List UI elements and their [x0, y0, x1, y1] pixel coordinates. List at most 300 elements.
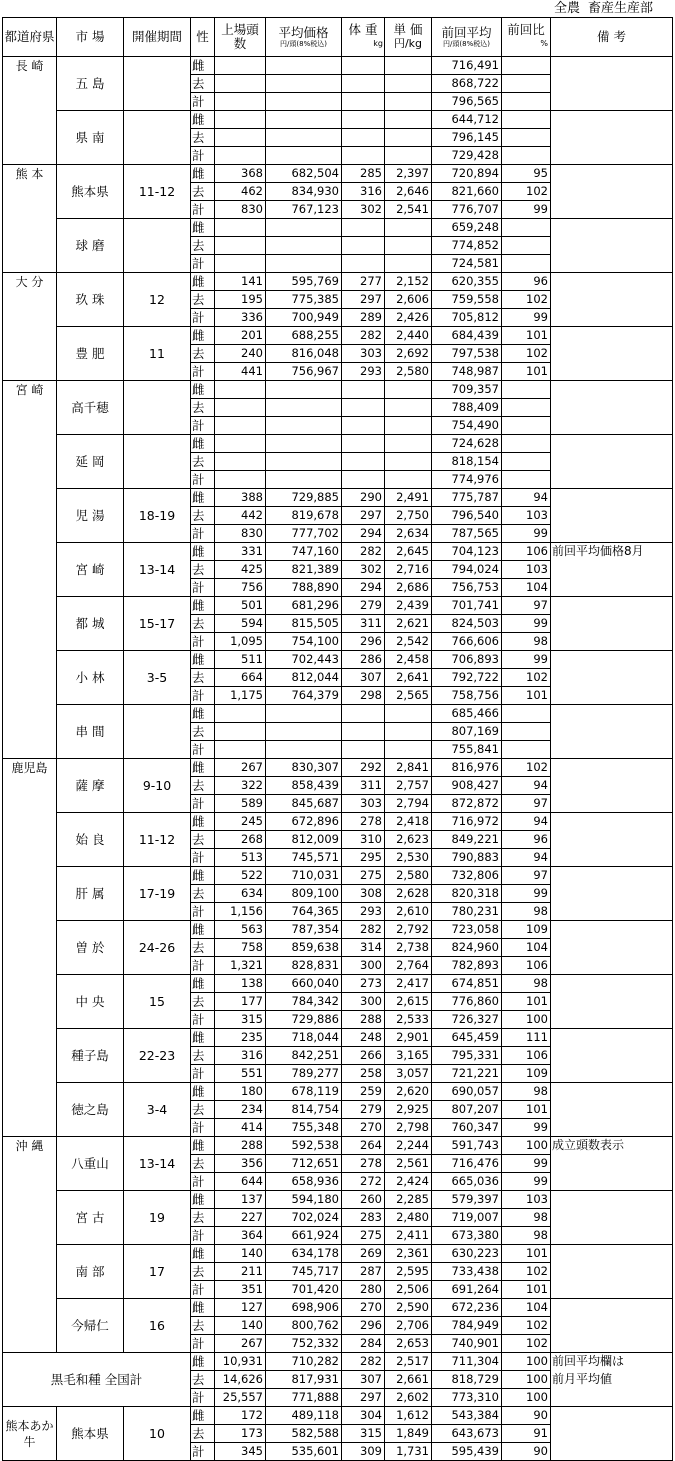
avg-price-cell: 700,949 — [266, 309, 342, 327]
unit-price-cell: 2,517 — [385, 1353, 432, 1371]
sex-cell: 去 — [191, 183, 215, 201]
unit-price-cell: 1,612 — [385, 1407, 432, 1425]
heads-cell: 756 — [215, 579, 266, 597]
unit-price-cell: 2,439 — [385, 597, 432, 615]
prev-avg-cell: 644,712 — [432, 111, 502, 129]
weight-cell: 311 — [342, 615, 385, 633]
avg-price-cell: 702,443 — [266, 651, 342, 669]
period-cell: 11-12 — [124, 813, 191, 867]
heads-cell: 830 — [215, 525, 266, 543]
market-cell: 熊本県 — [57, 1407, 124, 1461]
market-cell: 八重山 — [57, 1137, 124, 1191]
avg-price-cell: 745,571 — [266, 849, 342, 867]
avg-price-cell — [266, 741, 342, 759]
weight-cell: 295 — [342, 849, 385, 867]
sex-cell: 計 — [191, 147, 215, 165]
note-cell — [551, 507, 673, 525]
heads-cell: 25,557 — [215, 1389, 266, 1407]
unit-price-cell: 2,706 — [385, 1317, 432, 1335]
avg-price-cell: 595,769 — [266, 273, 342, 291]
unit-price-cell: 2,285 — [385, 1191, 432, 1209]
heads-cell: 368 — [215, 165, 266, 183]
avg-price-cell: 858,439 — [266, 777, 342, 795]
avg-price-cell: 594,180 — [266, 1191, 342, 1209]
note-cell — [551, 957, 673, 975]
unit-price-cell: 2,602 — [385, 1389, 432, 1407]
period-cell — [124, 57, 191, 111]
unit-price-cell: 2,621 — [385, 615, 432, 633]
note-cell — [551, 1281, 673, 1299]
market-cell: 都 城 — [57, 597, 124, 651]
heads-cell: 177 — [215, 993, 266, 1011]
prev-avg-cell: 620,355 — [432, 273, 502, 291]
avg-price-cell: 812,044 — [266, 669, 342, 687]
header-heads: 上場頭数 — [215, 18, 266, 57]
heads-cell: 501 — [215, 597, 266, 615]
table-row — [3, 921, 673, 939]
unit-price-cell — [385, 129, 432, 147]
weight-cell: 279 — [342, 1101, 385, 1119]
prev-avg-cell: 872,872 — [432, 795, 502, 813]
sex-cell: 計 — [191, 201, 215, 219]
sex-cell: 去 — [191, 885, 215, 903]
heads-cell: 173 — [215, 1425, 266, 1443]
weight-cell: 314 — [342, 939, 385, 957]
market-cell: 薩 摩 — [57, 759, 124, 813]
avg-price-cell: 789,277 — [266, 1065, 342, 1083]
weight-cell: 302 — [342, 561, 385, 579]
ratio-cell: 109 — [502, 1065, 551, 1083]
ratio-cell: 102 — [502, 183, 551, 201]
weight-cell: 264 — [342, 1137, 385, 1155]
heads-cell: 441 — [215, 363, 266, 381]
sex-cell: 雌 — [191, 921, 215, 939]
sex-cell: 計 — [191, 1119, 215, 1137]
unit-price-cell: 2,653 — [385, 1335, 432, 1353]
weight-cell: 315 — [342, 1425, 385, 1443]
header-prev-label: 前回平均 — [441, 24, 492, 40]
avg-price-cell: 682,504 — [266, 165, 342, 183]
heads-cell — [215, 381, 266, 399]
org-dept: 畜産生産部 — [587, 1, 653, 16]
prev-avg-cell: 643,673 — [432, 1425, 502, 1443]
period-cell — [124, 435, 191, 489]
note-cell — [551, 687, 673, 705]
table-row — [3, 1407, 673, 1425]
heads-cell: 288 — [215, 1137, 266, 1155]
note-cell — [551, 1227, 673, 1245]
unit-price-cell: 2,541 — [385, 201, 432, 219]
note-cell — [551, 831, 673, 849]
ratio-cell: 91 — [502, 1425, 551, 1443]
prev-avg-cell: 774,976 — [432, 471, 502, 489]
sex-cell: 計 — [191, 417, 215, 435]
weight-cell: 292 — [342, 759, 385, 777]
auction-results-table — [2, 17, 673, 1461]
weight-cell: 275 — [342, 1227, 385, 1245]
ratio-cell — [502, 147, 551, 165]
unit-price-cell: 2,480 — [385, 1209, 432, 1227]
weight-cell: 259 — [342, 1083, 385, 1101]
prev-avg-cell: 776,707 — [432, 201, 502, 219]
sex-cell: 雌 — [191, 975, 215, 993]
weight-cell: 288 — [342, 1011, 385, 1029]
heads-cell — [215, 111, 266, 129]
avg-price-cell: 698,906 — [266, 1299, 342, 1317]
avg-price-cell — [266, 147, 342, 165]
period-cell: 18-19 — [124, 489, 191, 543]
avg-price-cell: 812,009 — [266, 831, 342, 849]
avg-price-cell: 710,031 — [266, 867, 342, 885]
prev-avg-cell: 711,304 — [432, 1353, 502, 1371]
prev-avg-cell: 721,221 — [432, 1065, 502, 1083]
unit-price-cell: 2,757 — [385, 777, 432, 795]
heads-cell: 10,931 — [215, 1353, 266, 1371]
heads-cell: 234 — [215, 1101, 266, 1119]
unit-price-cell: 3,165 — [385, 1047, 432, 1065]
note-cell — [551, 561, 673, 579]
ratio-cell — [502, 453, 551, 471]
avg-price-cell: 755,348 — [266, 1119, 342, 1137]
weight-cell: 294 — [342, 525, 385, 543]
avg-price-cell — [266, 75, 342, 93]
ratio-cell: 102 — [502, 291, 551, 309]
heads-cell: 594 — [215, 615, 266, 633]
weight-cell: 272 — [342, 1173, 385, 1191]
unit-price-cell: 2,623 — [385, 831, 432, 849]
heads-cell: 1,321 — [215, 957, 266, 975]
sex-cell: 去 — [191, 399, 215, 417]
ratio-cell: 102 — [502, 1335, 551, 1353]
header-note: 備 考 — [551, 18, 673, 57]
market-cell: 延 岡 — [57, 435, 124, 489]
note-cell — [551, 633, 673, 651]
period-cell: 13-14 — [124, 543, 191, 597]
avg-price-cell — [266, 93, 342, 111]
ratio-cell: 94 — [502, 849, 551, 867]
note-cell — [551, 1443, 673, 1461]
prev-avg-cell: 705,812 — [432, 309, 502, 327]
prev-avg-cell: 732,806 — [432, 867, 502, 885]
prev-avg-cell: 796,540 — [432, 507, 502, 525]
avg-price-cell: 764,379 — [266, 687, 342, 705]
note-cell — [551, 1407, 673, 1425]
sex-cell: 雌 — [191, 381, 215, 399]
heads-cell — [215, 93, 266, 111]
header-avg-unit: 円/頭(8%税込) — [280, 39, 327, 48]
note-cell — [551, 1209, 673, 1227]
weight-cell: 304 — [342, 1407, 385, 1425]
ratio-cell: 102 — [502, 669, 551, 687]
heads-cell — [215, 147, 266, 165]
note-cell — [551, 471, 673, 489]
unit-price-cell: 2,580 — [385, 363, 432, 381]
avg-price-cell: 775,385 — [266, 291, 342, 309]
market-cell: 曽 於 — [57, 921, 124, 975]
prefecture-cell: 長 崎 — [3, 57, 57, 165]
ratio-cell: 97 — [502, 867, 551, 885]
avg-price-cell — [266, 471, 342, 489]
ratio-cell: 101 — [502, 1245, 551, 1263]
unit-price-cell: 2,620 — [385, 1083, 432, 1101]
avg-price-cell: 752,332 — [266, 1335, 342, 1353]
table-row — [3, 813, 673, 831]
avg-price-cell: 816,048 — [266, 345, 342, 363]
sex-cell: 計 — [191, 795, 215, 813]
weight-cell — [342, 417, 385, 435]
prev-avg-cell: 716,491 — [432, 57, 502, 75]
sex-cell: 雌 — [191, 57, 215, 75]
sex-cell: 去 — [191, 993, 215, 1011]
prev-avg-cell: 579,397 — [432, 1191, 502, 1209]
note-cell — [551, 435, 673, 453]
note-cell — [551, 993, 673, 1011]
prev-avg-cell: 691,264 — [432, 1281, 502, 1299]
unit-price-cell — [385, 435, 432, 453]
heads-cell — [215, 219, 266, 237]
heads-cell: 414 — [215, 1119, 266, 1137]
weight-cell: 289 — [342, 309, 385, 327]
prev-avg-cell: 787,565 — [432, 525, 502, 543]
heads-cell: 180 — [215, 1083, 266, 1101]
prev-avg-cell: 748,987 — [432, 363, 502, 381]
weight-cell: 310 — [342, 831, 385, 849]
heads-cell: 211 — [215, 1263, 266, 1281]
unit-price-cell: 2,426 — [385, 309, 432, 327]
sex-cell: 計 — [191, 1443, 215, 1461]
heads-cell: 140 — [215, 1317, 266, 1335]
note-cell — [551, 939, 673, 957]
sex-cell: 雌 — [191, 759, 215, 777]
weight-cell: 286 — [342, 651, 385, 669]
market-cell: 県 南 — [57, 111, 124, 165]
ratio-cell: 101 — [502, 687, 551, 705]
unit-price-cell: 2,792 — [385, 921, 432, 939]
ratio-cell: 97 — [502, 795, 551, 813]
unit-price-cell — [385, 93, 432, 111]
note-cell — [551, 1425, 673, 1443]
header-avg-label: 平均価格 — [278, 24, 329, 40]
unit-price-cell: 2,595 — [385, 1263, 432, 1281]
avg-price-cell — [266, 381, 342, 399]
note-cell — [551, 1029, 673, 1047]
weight-cell: 270 — [342, 1299, 385, 1317]
sex-cell: 雌 — [191, 1407, 215, 1425]
prev-avg-cell: 755,841 — [432, 741, 502, 759]
note-cell — [551, 147, 673, 165]
prev-avg-cell: 719,007 — [432, 1209, 502, 1227]
weight-cell — [342, 453, 385, 471]
avg-price-cell: 777,702 — [266, 525, 342, 543]
market-cell: 徳之島 — [57, 1083, 124, 1137]
prefecture-cell: 鹿児島 — [3, 759, 57, 1137]
header-ratio — [502, 18, 551, 57]
sex-cell: 雌 — [191, 651, 215, 669]
weight-cell: 308 — [342, 885, 385, 903]
note-cell — [551, 1299, 673, 1317]
weight-cell: 266 — [342, 1047, 385, 1065]
prev-avg-cell: 908,427 — [432, 777, 502, 795]
note-cell — [551, 165, 673, 183]
note-cell — [551, 1173, 673, 1191]
prev-avg-cell: 754,490 — [432, 417, 502, 435]
period-cell: 17-19 — [124, 867, 191, 921]
prev-avg-cell: 756,753 — [432, 579, 502, 597]
unit-price-cell: 2,506 — [385, 1281, 432, 1299]
weight-cell: 275 — [342, 867, 385, 885]
sex-cell: 去 — [191, 453, 215, 471]
weight-cell: 282 — [342, 327, 385, 345]
prev-avg-cell: 716,972 — [432, 813, 502, 831]
table-row — [3, 597, 673, 615]
sex-cell: 雌 — [191, 219, 215, 237]
table-row — [3, 1029, 673, 1047]
sex-cell: 計 — [191, 309, 215, 327]
heads-cell — [215, 741, 266, 759]
unit-price-cell: 2,491 — [385, 489, 432, 507]
prev-avg-cell: 816,976 — [432, 759, 502, 777]
header-period: 開催期間 — [124, 18, 191, 57]
avg-price-cell — [266, 219, 342, 237]
avg-price-cell: 489,118 — [266, 1407, 342, 1425]
prev-avg-cell: 790,883 — [432, 849, 502, 867]
heads-cell: 551 — [215, 1065, 266, 1083]
ratio-cell: 98 — [502, 633, 551, 651]
note-cell — [551, 1047, 673, 1065]
table-row — [3, 1083, 673, 1101]
prev-avg-cell: 807,169 — [432, 723, 502, 741]
heads-cell — [215, 453, 266, 471]
unit-price-cell — [385, 147, 432, 165]
heads-cell: 364 — [215, 1227, 266, 1245]
ratio-cell — [502, 255, 551, 273]
sex-cell: 雌 — [191, 165, 215, 183]
weight-cell: 260 — [342, 1191, 385, 1209]
sex-cell: 去 — [191, 939, 215, 957]
sex-cell: 計 — [191, 93, 215, 111]
heads-cell: 235 — [215, 1029, 266, 1047]
sex-cell: 計 — [191, 579, 215, 597]
sex-cell: 去 — [191, 669, 215, 687]
prev-avg-cell: 794,024 — [432, 561, 502, 579]
table-row — [3, 327, 673, 345]
ratio-cell: 94 — [502, 777, 551, 795]
period-cell: 3-4 — [124, 1083, 191, 1137]
sex-cell: 計 — [191, 363, 215, 381]
prev-avg-cell: 774,852 — [432, 237, 502, 255]
note-cell — [551, 975, 673, 993]
ratio-cell: 103 — [502, 507, 551, 525]
sex-cell: 去 — [191, 507, 215, 525]
ratio-cell: 99 — [502, 615, 551, 633]
market-cell: 串 間 — [57, 705, 124, 759]
unit-price-cell: 2,417 — [385, 975, 432, 993]
weight-cell — [342, 435, 385, 453]
avg-price-cell: 660,040 — [266, 975, 342, 993]
heads-cell: 356 — [215, 1155, 266, 1173]
unit-price-cell: 2,641 — [385, 669, 432, 687]
ratio-cell: 90 — [502, 1407, 551, 1425]
sex-cell: 計 — [191, 525, 215, 543]
prev-avg-cell: 706,893 — [432, 651, 502, 669]
unit-price-cell: 2,764 — [385, 957, 432, 975]
market-cell: 豊 肥 — [57, 327, 124, 381]
unit-price-cell: 2,738 — [385, 939, 432, 957]
ratio-cell: 100 — [502, 1389, 551, 1407]
market-cell: 宮 古 — [57, 1191, 124, 1245]
ratio-cell: 90 — [502, 1443, 551, 1461]
ratio-cell: 106 — [502, 957, 551, 975]
sex-cell: 雌 — [191, 1083, 215, 1101]
sex-cell: 計 — [191, 255, 215, 273]
prev-avg-cell: 673,380 — [432, 1227, 502, 1245]
heads-cell: 388 — [215, 489, 266, 507]
note-cell — [551, 1155, 673, 1173]
weight-cell: 297 — [342, 291, 385, 309]
weight-cell: 290 — [342, 489, 385, 507]
prev-avg-cell: 868,722 — [432, 75, 502, 93]
avg-price-cell: 634,178 — [266, 1245, 342, 1263]
market-cell: 肝 属 — [57, 867, 124, 921]
avg-price-cell: 718,044 — [266, 1029, 342, 1047]
weight-cell: 303 — [342, 345, 385, 363]
ratio-cell: 100 — [502, 1353, 551, 1371]
header-weight-label: 体 重 — [348, 22, 378, 37]
avg-price-cell: 815,505 — [266, 615, 342, 633]
note-cell — [551, 417, 673, 435]
prev-avg-cell: 733,438 — [432, 1263, 502, 1281]
organization-header — [546, 0, 653, 17]
heads-cell: 140 — [215, 1245, 266, 1263]
prev-avg-cell: 792,722 — [432, 669, 502, 687]
header-weight-unit: kg — [373, 39, 383, 48]
period-cell: 19 — [124, 1191, 191, 1245]
prev-avg-cell: 795,331 — [432, 1047, 502, 1065]
ratio-cell — [502, 111, 551, 129]
weight-cell: 309 — [342, 1443, 385, 1461]
unit-price-cell — [385, 399, 432, 417]
avg-price-cell: 788,890 — [266, 579, 342, 597]
weight-cell: 307 — [342, 1371, 385, 1389]
header-unit — [385, 18, 432, 57]
prev-avg-cell: 591,743 — [432, 1137, 502, 1155]
ratio-cell — [502, 75, 551, 93]
sex-cell: 去 — [191, 1425, 215, 1443]
weight-cell: 294 — [342, 579, 385, 597]
sex-cell: 計 — [191, 633, 215, 651]
avg-price-cell: 592,538 — [266, 1137, 342, 1155]
sex-cell: 計 — [191, 849, 215, 867]
avg-price-cell: 787,354 — [266, 921, 342, 939]
sex-cell: 雌 — [191, 111, 215, 129]
note-cell — [551, 309, 673, 327]
note-cell — [551, 1389, 673, 1407]
unit-price-cell: 2,606 — [385, 291, 432, 309]
avg-price-cell — [266, 453, 342, 471]
table-body — [3, 57, 673, 1461]
prev-avg-cell: 723,058 — [432, 921, 502, 939]
prev-avg-cell: 645,459 — [432, 1029, 502, 1047]
weight-cell — [342, 399, 385, 417]
unit-price-cell: 3,057 — [385, 1065, 432, 1083]
avg-price-cell — [266, 723, 342, 741]
heads-cell: 345 — [215, 1443, 266, 1461]
avg-price-cell: 819,678 — [266, 507, 342, 525]
heads-cell: 331 — [215, 543, 266, 561]
unit-price-cell: 2,152 — [385, 273, 432, 291]
heads-cell: 513 — [215, 849, 266, 867]
avg-price-cell: 821,389 — [266, 561, 342, 579]
